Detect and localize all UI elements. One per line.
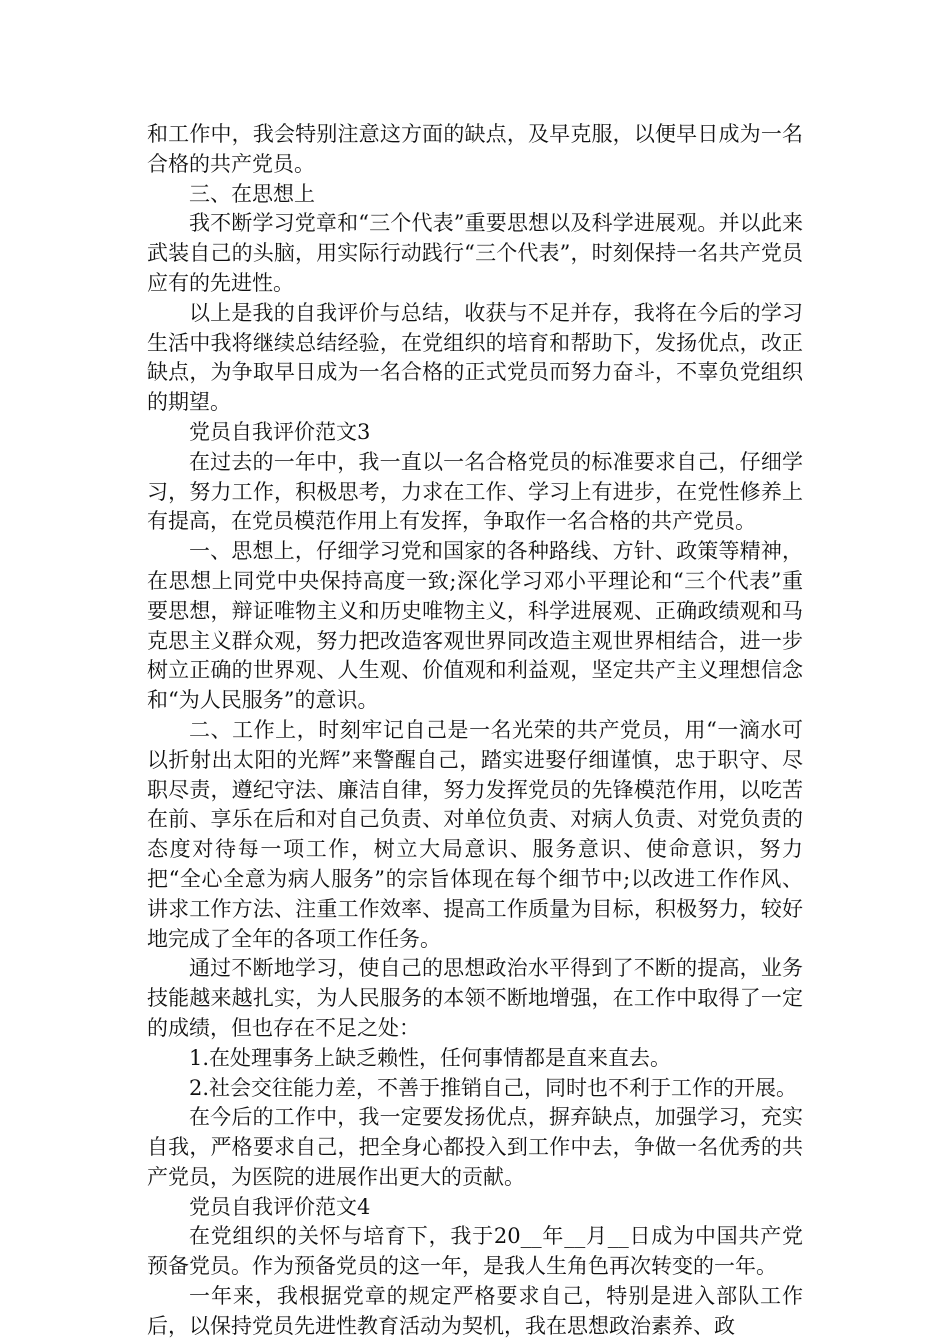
paragraph: 二、工作上，时刻牢记自己是一名光荣的共产党员，用“一滴水可以折射出太阳的光辉”来警醒自己，踏实进娶仔细谨慎，忠于职守、尽职尽责，遵纪守法、廉洁自律，努力发挥党员的先锋模范作用，以吃苦在前、享乐在后和对自己负责、对单位负责、对病人负责、对党负责的态度对待每一项工作，树立大局意识、服务意识、使命意识，努力把“全心全意为病人服务”的宗旨体现在每个细节中;以改进工作作风、讲求工作方法、注重工作效率、提高工作质量为目标，积极努力，较好地完成了全年的各项工作任务。 [147, 717, 803, 951]
paragraph: 通过不断地学习，使自己的思想政治水平得到了不断的提高，业务技能越来越扎实，为人民服务的本领不断地增强，在工作中取得了一定的成绩，但也存在不足之处： [147, 956, 803, 1040]
list-item: 2.社会交往能力差，不善于推销自己，同时也不利于工作的开展。 [189, 1075, 798, 1100]
paragraph: 一、思想上，仔细学习党和国家的各种路线、方针、政策等精神，在思想上同党中央保持高度一致;深化学习邓小平理论和“三个代表”重要思想，辩证唯物主义和历史唯物主义，科学进展观、正确政绩观和马克思主义群众观，努力把改造客观世界同改造主观世界相结合，进一步树立正确的世界观、人生观、价值观和利益观，坚定共产主义理想信念和“为人民服务”的意识。 [147, 539, 803, 713]
paragraph-continuation: 和工作中，我会特别注意这方面的缺点，及早克服，以便早日成为一名合格的共产党员。 [147, 122, 803, 176]
paragraph: 以上是我的自我评价与总结，收获与不足并存，我将在今后的学习生活中我将继续总结经验，在党组织的培育和帮助下，发扬优点，改正缺点，为争取早日成为一名合格的正式党员而努力奋斗，不辜负党组织的期望。 [147, 300, 803, 415]
paragraph: 在党组织的关怀与培育下，我于20__年__月__日成为中国共产党预备党员。作为预备党员的这一年，是我人生角色再次转变的一年。 [147, 1224, 803, 1279]
document-page [147, 120, 803, 1342]
paragraph: 我不断学习党章和“三个代表”重要思想以及科学进展观。并以此来武装自己的头脑，用实际行动践行“三个代表”，时刻保持一名共产党员应有的先进性。 [147, 211, 803, 295]
sample-heading-4: 党员自我评价范文4 [189, 1194, 371, 1219]
paragraph: 在今后的工作中，我一定要发扬优点，摒弃缺点，加强学习，充实自我，严格要求自己，把全身心都投入到工作中去，争做一名优秀的共产党员，为医院的进展作出更大的贡献。 [147, 1105, 803, 1189]
list-item: 1.在处理事务上缺乏赖性，任何事情都是直来直去。 [189, 1045, 672, 1070]
sample-heading-3: 党员自我评价范文3 [189, 419, 371, 444]
paragraph: 在过去的一年中，我一直以一名合格党员的标准要求自己，仔细学习，努力工作，积极思考，力求在工作、学习上有进步，在党性修养上有提高，在党员模范作用上有发挥，争取作一名合格的共产党员。 [147, 449, 803, 534]
section-heading-thought: 三、在思想上 [189, 181, 315, 206]
paragraph: 一年来，我根据党章的规定严格要求自己，特别是进入部队工作后，以保持党员先进性教育活动为契机，我在思想政治素养、政 [147, 1284, 803, 1338]
